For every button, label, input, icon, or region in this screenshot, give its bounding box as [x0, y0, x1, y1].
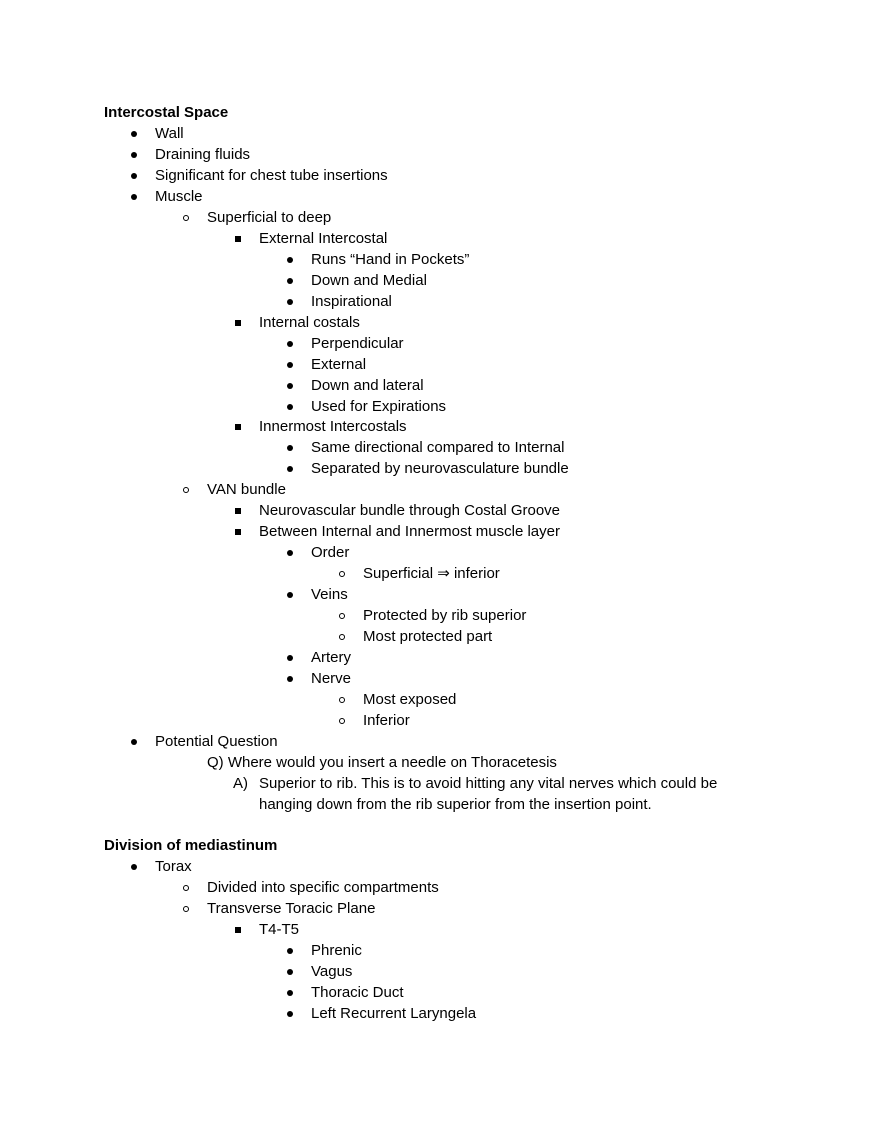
- bullet-disc-icon: [280, 647, 300, 668]
- list-item-text: Significant for chest tube insertions: [155, 167, 388, 184]
- list-item-text: T4-T5: [259, 921, 300, 938]
- list-item-text: Most exposed: [363, 691, 457, 708]
- list-item-text: Left Recurrent Laryngela: [311, 1005, 477, 1022]
- list-item-text: External: [311, 356, 367, 373]
- list-item-text: Potential Question: [155, 733, 278, 750]
- bullet-disc-icon: [280, 270, 300, 291]
- list-item-text: Runs “Hand in Pockets”: [311, 251, 470, 268]
- bullet-disc-icon: [124, 165, 144, 186]
- list-item-text: Down and lateral: [311, 377, 424, 394]
- list-item-text: Inferior: [363, 712, 410, 729]
- bullet-circle-icon: [176, 877, 196, 898]
- section-heading-intercostal-space: Intercostal Space: [104, 104, 229, 121]
- bullet-disc-icon: [280, 437, 300, 458]
- list-item-text: Torax: [155, 858, 192, 875]
- list-item-text: Order: [311, 544, 350, 561]
- list-item-text: Inspirational: [311, 293, 392, 310]
- bullet-disc-icon: [280, 940, 300, 961]
- list-item-text: Draining fluids: [155, 146, 251, 163]
- bullet-circle-icon: [176, 898, 196, 919]
- list-item-text: Between Internal and Innermost muscle layer: [259, 523, 560, 540]
- bullet-square-icon: [228, 521, 248, 542]
- list-item-text: Vagus: [311, 963, 353, 980]
- list-item-text: Perpendicular: [311, 335, 404, 352]
- bullet-circle-icon: [176, 479, 196, 500]
- bullet-disc-icon: [280, 249, 300, 270]
- bullet-disc-icon: [280, 396, 300, 417]
- answer-text: Superior to rib. This is to avoid hitting any vital nerves which could be hanging down from the rib superior from the insertion point.: [259, 775, 718, 813]
- list-item-text: Separated by neurovasculature bundle: [311, 460, 569, 477]
- bullet-square-icon: [228, 312, 248, 333]
- bullet-circle-icon: [332, 689, 352, 710]
- bullet-circle-icon: [332, 605, 352, 626]
- list-item-text: Protected by rib superior: [363, 607, 527, 624]
- bullet-circle-icon: [332, 563, 352, 584]
- list-item-text: External Intercostal: [259, 230, 388, 247]
- bullet-disc-icon: [124, 123, 144, 144]
- list-item-text: Divided into specific compartments: [207, 879, 439, 896]
- list-item-text: Innermost Intercostals: [259, 418, 407, 435]
- bullet-disc-icon: [124, 731, 144, 752]
- bullet-disc-icon: [280, 333, 300, 354]
- bullet-square-icon: [228, 228, 248, 249]
- bullet-disc-icon: [280, 961, 300, 982]
- bullet-disc-icon: [280, 354, 300, 375]
- list-item-text: Superficial ⇒ inferior: [363, 565, 500, 582]
- list-item-text: Nerve: [311, 670, 352, 687]
- list-item-text: Superficial to deep: [207, 209, 332, 226]
- bullet-disc-icon: [280, 982, 300, 1003]
- list-item-text: Internal costals: [259, 314, 360, 331]
- bullet-square-icon: [228, 500, 248, 521]
- list-item-text: Artery: [311, 649, 352, 666]
- list-item-text: Muscle: [155, 188, 203, 205]
- list-item-text: Transverse Toracic Plane: [207, 900, 376, 917]
- bullet-circle-icon: [332, 710, 352, 731]
- bullet-disc-icon: [124, 856, 144, 877]
- list-item-text: Neurovascular bundle through Costal Groove: [259, 502, 561, 519]
- list-item-text: Wall: [155, 125, 184, 142]
- list-item-text: Used for Expirations: [311, 398, 447, 415]
- question-text: Q) Where would you insert a needle on Thoracetesis: [207, 754, 557, 771]
- list-item-text: Veins: [311, 586, 348, 603]
- list-item-text: Thoracic Duct: [311, 984, 404, 1001]
- bullet-square-icon: [228, 919, 248, 940]
- bullet-disc-icon: [280, 542, 300, 563]
- bullet-disc-icon: [124, 186, 144, 207]
- bullet-circle-icon: [176, 207, 196, 228]
- bullet-disc-icon: [280, 668, 300, 689]
- section-heading-division-of-mediastinum: Division of mediastinum: [104, 837, 278, 854]
- bullet-disc-icon: [280, 458, 300, 479]
- bullet-disc-icon: [280, 1003, 300, 1024]
- bullet-circle-icon: [332, 626, 352, 647]
- list-item-text: Most protected part: [363, 628, 493, 645]
- bullet-disc-icon: [280, 584, 300, 605]
- list-item-text: Same directional compared to Internal: [311, 439, 565, 456]
- bullet-disc-icon: [280, 291, 300, 312]
- bullet-square-icon: [228, 416, 248, 437]
- list-item-text: VAN bundle: [207, 481, 286, 498]
- bullet-disc-icon: [124, 144, 144, 165]
- bullet-disc-icon: [280, 375, 300, 396]
- list-item-text: Phrenic: [311, 942, 362, 959]
- answer-label: A): [233, 775, 248, 792]
- list-item-text: Down and Medial: [311, 272, 427, 289]
